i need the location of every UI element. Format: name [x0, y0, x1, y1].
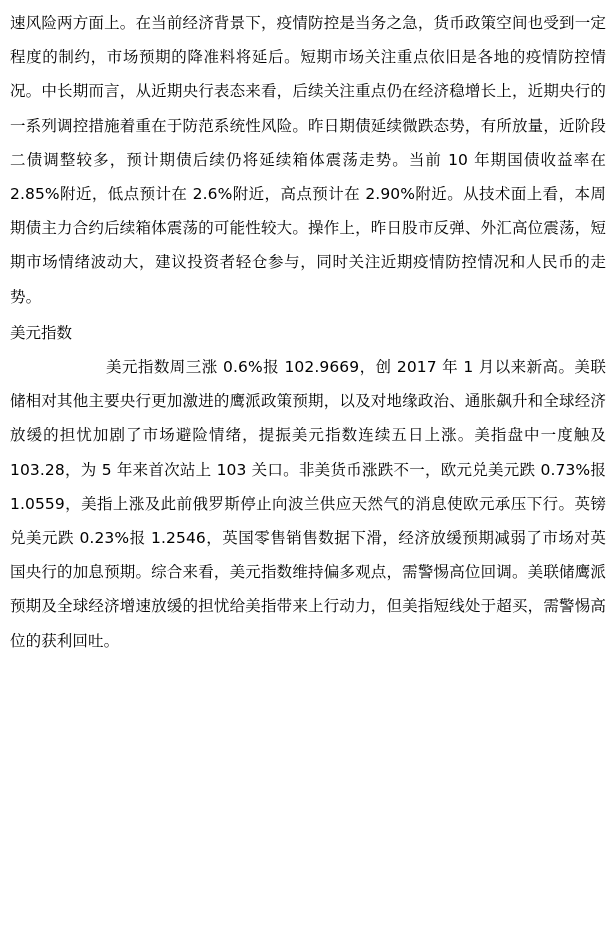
section-heading-dollar-index: 美元指数 [10, 323, 73, 342]
paragraph-bond-market: 速风险两方面上。在当前经济背景下，疫情防控是当务之急，货币政策空间也受到一定程度的制约，市场预期的降准料将延后。短期市场关注重点依旧是各地的疫情防控情况。中长期而言，从近期央行表态来看，后续关注重点仍在经济稳增长上，近期央行的一系列调控措施着重在于防范系统性风险。昨日期债延续微跌态势，有所放量，近阶段二债调整较多，预计期债后续仍将延续箱体震荡走势。当前 10 年期国债收益率在 2.85%附近，低点预计在 2.6%附近，高点预计在 2.90%附近。从技术面上看，本周期债主力合约后续箱体震荡的可能性较大。操作上，昨日股市反弹、外汇高位震荡，短期市场情绪波动大，建议投资者轻仓参与，同时关注近期疫情防控情况和人民币的走势。 [10, 14, 606, 306]
paragraph-dollar-index: 美元指数周三涨 0.6%报 102.9669，创 2017 年 1 月以来新高。美联储相对其他主要央行更加激进的鹰派政策预期，以及对地缘政治、通胀飙升和全球经济放缓的担忧加剧了市场避险情绪，提振美元指数连续五日上涨。美指盘中一度触及 103.28，为 5 年来首次站上 103 关口。非美货币涨跌不一，欧元兑美元跌 0.73%报 1.0559，美指上涨及此前俄罗斯停止向波兰供应天然气的消息使欧元承压下行。英镑兑美元跌 0.23%报 1.2546，英国零售销售数据下滑，经济放缓预期减弱了市场对英国央行的加息预期。综合来看，美元指数维持偏多观点，需警惕高位回调。美联储鹰派预期及全球经济增速放缓的担忧给美指带来上行动力，但美指短线处于超买，需警惕高位的获利回吐。 [10, 358, 606, 650]
